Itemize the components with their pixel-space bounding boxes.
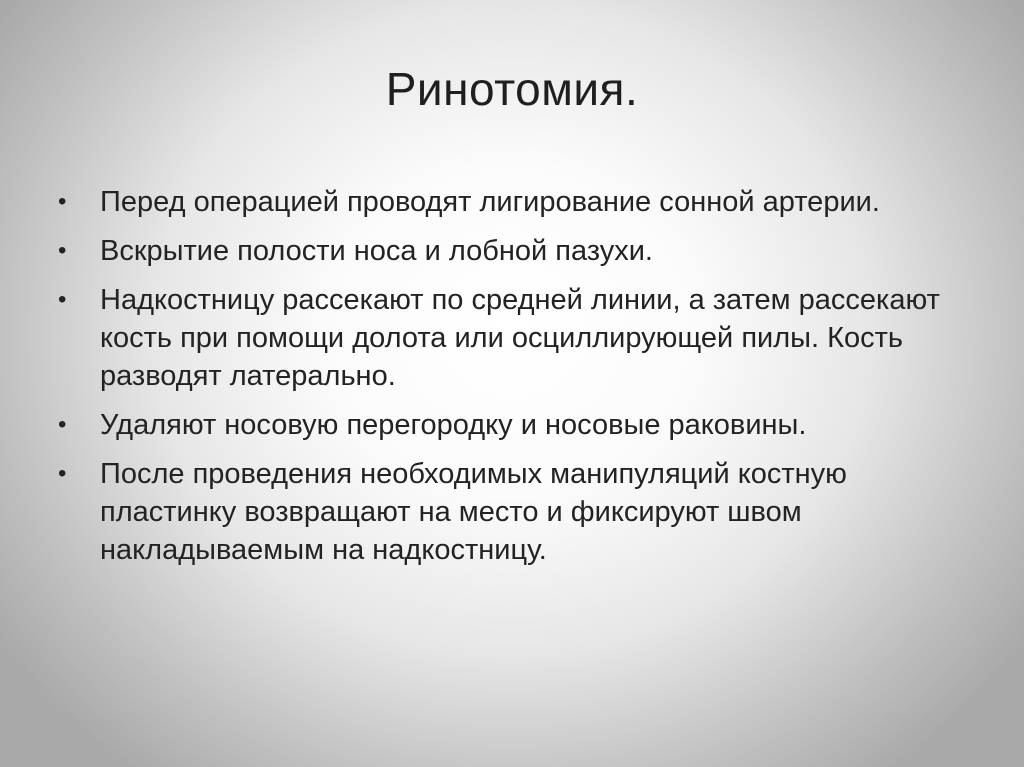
- slide-title: Ринотомия.: [385, 63, 639, 115]
- bullet-text: После проведения необходимых манипуляций костную пластинку возвращают на место и фиксируют швом накладываемым на надкостницу.: [100, 458, 847, 566]
- bullet-text: Надкостницу рассекают по средней линии, а затем рассекают кость при помощи долота или осциллирующей пилы. Кость разводят латерально.: [100, 284, 940, 392]
- bullet-item: [56, 183, 976, 221]
- bullet-list: [56, 183, 976, 580]
- bullet-item: [56, 455, 976, 569]
- bullet-dot-icon: •: [58, 286, 67, 313]
- bullet-dot-icon: •: [58, 188, 67, 215]
- bullet-item: [56, 281, 976, 395]
- bullet-text: Удаляют носовую перегородку и носовые раковины.: [100, 409, 807, 441]
- bullet-text: Вскрытие полости носа и лобной пазухи.: [100, 235, 653, 267]
- bullet-dot-icon: •: [58, 460, 67, 487]
- bullet-item: [56, 232, 976, 270]
- bullet-text: Перед операцией проводят лигирование сонной артерии.: [100, 186, 880, 218]
- bullet-item: [56, 406, 976, 444]
- bullet-dot-icon: •: [58, 411, 67, 438]
- bullet-dot-icon: •: [58, 237, 67, 264]
